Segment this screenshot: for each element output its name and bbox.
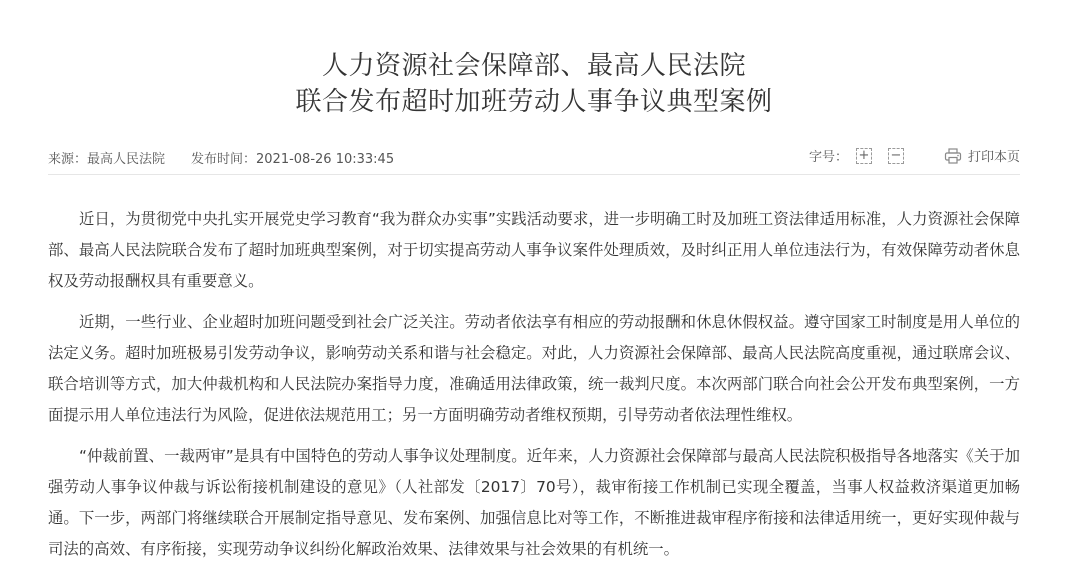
print-button[interactable] (944, 146, 1020, 165)
meta-info (48, 148, 394, 167)
paragraph: 近日，为贯彻党中央扎实开展党史学习教育“我为群众办实事”实践活动要求，进一步明确工时及加班工资法律适用标准，人力资源社会保障部、最高人民法院联合发布了超时加班典型案例，对于切实提高劳动人事争议案件处理质效，及时纠正用人单位违法行为，有效保障劳动者休息权及劳动报酬权具有重要意义。 (48, 210, 1020, 290)
article-body (48, 204, 1020, 575)
meta-tools (809, 146, 1020, 165)
font-decrease-button[interactable]: − (888, 148, 904, 164)
source-label: 来源：最高人民法院 (48, 152, 166, 167)
font-increase-button[interactable]: + (856, 148, 872, 164)
article-page (48, 0, 1020, 558)
title-line-1: 人力资源社会保障部、最高人民法院 (321, 51, 746, 81)
print-label: 打印本页 (967, 150, 1020, 165)
title-line-2: 联合发布超时加班劳动人事争议典型案例 (295, 87, 773, 117)
paragraph: “仲裁前置、一裁两审”是具有中国特色的劳动人事争议处理制度。近年来，人力资源社会保障部与最高人民法院积极指导各地落实《关于加强劳动人事争议仲裁与诉讼衔接机制建设的意见》（人社部发〔2017〕70号），裁审衔接工作机制已实现全覆盖，当事人权益救济渠道更加畅通。下一步，两部门将继续联合开展制定指导意见、发布案例、加强信息比对等工作，不断推进裁审程序衔接和法律适用统一，更好实现仲裁与司法的高效、有序衔接，实现劳动争议纠纷化解政治效果、法律效果与社会效果的有机统一。 (48, 447, 1020, 558)
paragraph: 近期，一些行业、企业超时加班问题受到社会广泛关注。劳动者依法享有相应的劳动报酬和休息休假权益。遵守国家工时制度是用人单位的法定义务。超时加班极易引发劳动争议，影响劳动关系和谐与社会稳定。对此，人力资源社会保障部、最高人民法院高度重视，通过联席会议、联合培训等方式，加大仲裁机构和人民法院办案指导力度，准确适用法律政策，统一裁判尺度。本次两部门联合向社会公开发布典型案例，一方面提示用人单位违法行为风险，促进依法规范用工；另一方面明确劳动者维权预期，引导劳动者依法理性维权。 (48, 313, 1020, 424)
font-size-label: 字号： (808, 150, 848, 165)
article-meta-bar (48, 142, 1020, 175)
printer-icon (944, 148, 962, 164)
publish-time: 发布时间：2021-08-26 10:33:45 (191, 152, 395, 167)
